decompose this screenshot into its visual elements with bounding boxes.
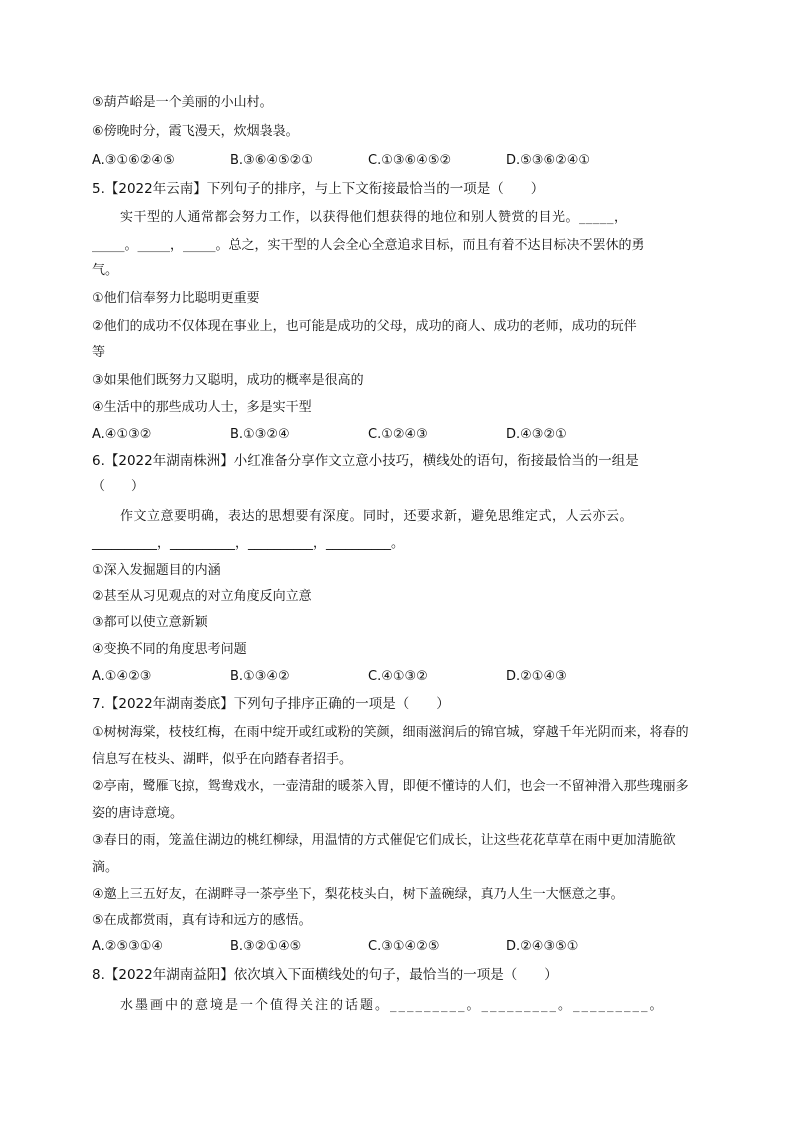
q7-item-3: ③春日的雨，笼盖住湖边的桃红柳绿，用温情的方式催促它们成长，让这些花花草草在雨中更加清脆欲 bbox=[92, 833, 676, 848]
q6-option-c[interactable]: C.④①③② bbox=[368, 669, 428, 684]
q7-item-5: ⑤在成都赏雨，真有诗和远方的感悟。 bbox=[92, 913, 312, 928]
q6-option-b[interactable]: B.①③④② bbox=[230, 669, 290, 684]
q7-item-2-cont: 姿的唐诗意境。 bbox=[92, 806, 184, 821]
q7-title: 7.【2022年湖南娄底】下列句子排序正确的一项是（ ） bbox=[92, 696, 450, 712]
q7-item-4: ④邀上三五好友，在湖畔寻一茶亭坐下，梨花枝头白，树下盖碗绿，真乃人生一大惬意之事。 bbox=[92, 887, 624, 902]
q5-option-d[interactable]: D.④③②① bbox=[506, 427, 567, 442]
q7-item-1: ①树树海棠，枝枝红梅，在雨中绽开或红或粉的笑颜，细雨滋润后的锦官城，穿越千年光阴而来，将春的 bbox=[92, 725, 689, 740]
q4-option-a[interactable]: A.③①⑥②④⑤ bbox=[92, 153, 175, 168]
q4-option-c[interactable]: C.①③⑥④⑤② bbox=[368, 153, 452, 168]
q5-options bbox=[92, 426, 644, 444]
q6-options bbox=[92, 668, 644, 686]
q6-option-a[interactable]: A.①④②③ bbox=[92, 669, 152, 684]
q5-option-a[interactable]: A.④①③② bbox=[92, 427, 152, 442]
q6-option-d[interactable]: D.②①④③ bbox=[506, 669, 567, 684]
q5-passage-line-1: 实干型的人通常都会努力工作，以获得他们想获得的地位和别人赞赏的目光。_____， bbox=[120, 210, 628, 225]
q7-item-3-cont: 滴。 bbox=[92, 860, 119, 875]
q6-passage-line-1: 作文立意要明确，表达的思想要有深度。同时，还要求新，避免思维定式，人云亦云。 bbox=[120, 509, 634, 524]
q5-item-1: ①他们信奉努力比聪明更重要 bbox=[92, 291, 260, 306]
q7-item-1-cont: 信息写在枝头、湖畔，似乎在向踏春者招手。 bbox=[92, 752, 353, 767]
q4-item-5: ⑤葫芦峪是一个美丽的小山村。 bbox=[92, 95, 273, 110]
q7-options bbox=[92, 938, 644, 956]
q4-option-b[interactable]: B.③⑥④⑤②① bbox=[230, 153, 313, 168]
q6-title: 6.【2022年湖南株洲】小红准备分享作文立意小技巧，横线处的语句，衔接最恰当的一组是 bbox=[92, 453, 639, 469]
q7-option-b[interactable]: B.③②①④⑤ bbox=[230, 939, 302, 954]
q5-item-4: ④生活中的那些成功人士，多是实干型 bbox=[92, 400, 312, 415]
q6-title-cont: （ ） bbox=[92, 479, 145, 494]
q7-option-c[interactable]: C.③①④②⑤ bbox=[368, 939, 440, 954]
q5-item-3: ③如果他们既努力又聪明，成功的概率是很高的 bbox=[92, 373, 364, 388]
q6-passage-line-2: __________，__________，__________，__________。 bbox=[92, 536, 404, 551]
q8-title: 8.【2022年湖南益阳】依次填入下面横线处的句子，最恰当的一项是（ ） bbox=[92, 967, 558, 983]
q4-item-6: ⑥傍晚时分，霞飞漫天，炊烟袅袅。 bbox=[92, 124, 299, 139]
q6-item-3: ③都可以使立意新颖 bbox=[92, 615, 208, 630]
q5-passage-line-2: _____。_____，_____。总之，实干型的人会全心全意追求目标，而且有着不达目标决不罢休的勇 bbox=[92, 238, 645, 253]
q5-option-b[interactable]: B.①③②④ bbox=[230, 427, 290, 442]
q8-passage-line-1: 水墨画中的意境是一个值得关注的话题。_________。_________。_________。 bbox=[120, 998, 665, 1013]
q5-option-c[interactable]: C.①②④③ bbox=[368, 427, 428, 442]
q6-item-2: ②甚至从习见观点的对立角度反向立意 bbox=[92, 589, 312, 604]
q5-item-2-cont: 等 bbox=[92, 345, 106, 360]
q5-title: 5.【2022年云南】下列句子的排序，与上下文衔接最恰当的一项是（ ） bbox=[92, 181, 545, 197]
q6-item-1: ①深入发掘题目的内涵 bbox=[92, 563, 221, 578]
q5-passage-line-3: 气。 bbox=[92, 263, 119, 278]
q4-options bbox=[92, 152, 644, 170]
q6-item-4: ④变换不同的角度思考问题 bbox=[92, 642, 247, 657]
q5-item-2: ②他们的成功不仅体现在事业上，也可能是成功的父母，成功的商人、成功的老师，成功的玩伴 bbox=[92, 319, 637, 334]
q7-option-d[interactable]: D.②④③⑤① bbox=[506, 939, 579, 954]
q7-option-a[interactable]: A.②⑤③①④ bbox=[92, 939, 164, 954]
q7-item-2: ②亭南，鹭雁飞掠，鸳鸯戏水，一壶清甜的暖茶入胃，即便不懂诗的人们，也会一不留神滑入那些瑰丽多 bbox=[92, 779, 689, 794]
q4-option-d[interactable]: D.⑤③⑥②④① bbox=[506, 153, 591, 168]
